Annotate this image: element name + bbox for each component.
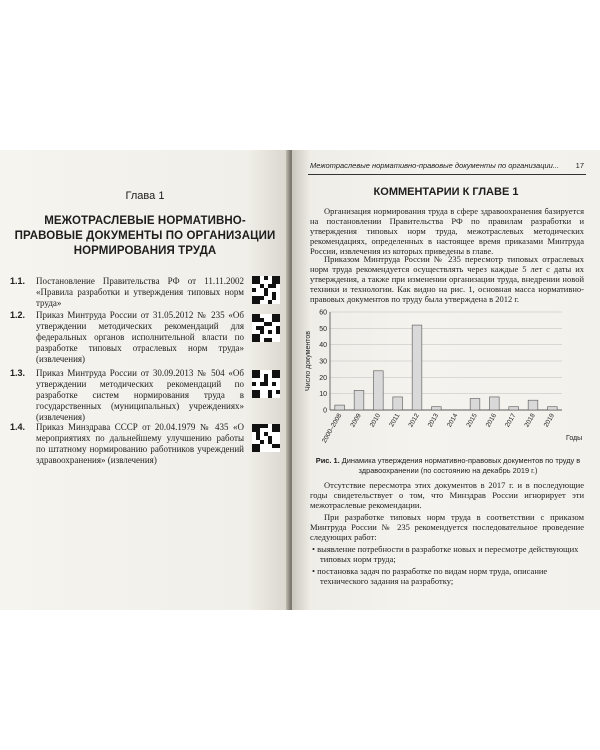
- y-tick-label: 10: [319, 391, 327, 399]
- y-axis-label: Число документов: [305, 331, 312, 391]
- left-page: [0, 150, 290, 610]
- bar: [354, 390, 364, 410]
- y-tick-label: 30: [319, 358, 327, 366]
- paragraph: Отсутствие пересмотра этих документов в 2017 г. и в последующие годы свидетельствует о том, что Минздрав России игнорирует эти межотраслевые рекомендации.: [310, 480, 584, 510]
- list-item: • выявление потребности в разработке новых и пересмотре действующих типовых норм труда;: [312, 544, 579, 564]
- figure-caption-label: Рис. 1.: [315, 456, 340, 465]
- toc-number: 1.2.: [10, 310, 26, 320]
- chapter-title: МЕЖОТРАСЛЕВЫЕ НОРМАТИВНО-ПРАВОВЫЕ ДОКУМЕНТЫ ПО ОРГАНИЗАЦИИ НОРМИРОВАНИЯ ТРУДА: [14, 215, 276, 257]
- x-tick-label: 2016: [484, 412, 499, 429]
- toc-text: Приказ Минтруда России от 30.09.2013 № 504 «Об утверждении методических рекомендаций по разработке систем нормирования труда в государственных (муниципальных) учреждениях» (извлечения): [36, 368, 244, 422]
- toc-number: 1.4.: [10, 422, 26, 432]
- x-tick-label: 2000–2008: [321, 412, 344, 445]
- y-tick-label: 0: [323, 407, 327, 415]
- bar: [374, 371, 384, 410]
- comments-title: КОММЕНТАРИИ К ГЛАВЕ 1: [373, 186, 519, 198]
- bar: [412, 325, 422, 410]
- y-tick-label: 40: [319, 342, 327, 350]
- toc-number: 1.3.: [10, 368, 26, 378]
- x-tick-label: 2011: [388, 412, 402, 429]
- x-tick-label: 2014: [446, 412, 460, 429]
- y-tick-label: 20: [319, 374, 327, 382]
- toc-number: 1.1.: [10, 276, 26, 286]
- running-head: Межотраслевые нормативно-правовые документы по организации...: [310, 161, 560, 170]
- page-number: 17: [575, 161, 584, 170]
- qr-code-icon: [252, 276, 280, 304]
- toc-text: Приказ Минтруда России от 31.05.2012 № 235 «Об утверждении методических рекомендаций для федеральных органов исполнительной власти по разработке типовых отраслевых норм труда» (извлечения): [36, 310, 244, 364]
- qr-code-icon: [252, 370, 280, 398]
- bar: [470, 399, 480, 410]
- toc-text: Приказ Минздрава СССР от 20.04.1979 № 435 «О мероприятиях по дальнейшему улучшению работы по штатному нормированию работников учреждений здравоохранения» (извлечения): [36, 422, 244, 465]
- qr-code-icon: [252, 424, 280, 452]
- paragraph: Организация нормирования труда в сфере здравоохранения базируется на постановлении Правительства РФ по правилам разработки и утверждения типовых норм труда, межотраслевых методических рекомендациях, определенных в настоящее время приказами Минтруда России, извлечения из которых приведены в главе.: [310, 206, 584, 256]
- x-tick-label: 2009: [349, 412, 363, 429]
- qr-code-icon: [252, 314, 280, 342]
- x-tick-label: 2013: [426, 412, 441, 429]
- x-tick-label: 2015: [465, 412, 479, 429]
- figure-caption: [310, 456, 586, 475]
- x-tick-label: 2010: [368, 412, 383, 429]
- x-axis-label: Годы: [566, 435, 583, 442]
- x-tick-label: 2018: [523, 412, 537, 429]
- y-tick-label: 50: [319, 325, 327, 333]
- paragraph: При разработке типовых норм труда в соответствии с приказом Минтруда России № 235 рекомендуется последовательное проведение следующих работ:: [310, 512, 584, 542]
- x-tick-label: 2012: [407, 412, 421, 429]
- book-spread: [0, 150, 600, 610]
- bar-chart: [300, 306, 590, 456]
- bar: [393, 397, 403, 410]
- bar: [490, 397, 500, 410]
- y-tick-label: 60: [319, 309, 327, 317]
- bar: [528, 400, 538, 410]
- paragraph: Приказом Минтруда России № 235 пересмотр типовых отраслевых норм труда рекомендуется осуществлять через каждые 5 лет с даты их утверждения, а также при изменении организации труда, внедрении новой техники и технологии. Как видно на рис. 1, основная масса нормативно-правовых документов по труду была утверждена в 2012 г.: [310, 254, 584, 304]
- figure-caption-text: Динамика утверждения нормативно-правовых документов по труду в здравоохранении (по состоянию на декабрь 2019 г.): [341, 456, 581, 475]
- header-rule: [308, 174, 586, 175]
- bar: [335, 405, 345, 410]
- bar: [548, 407, 558, 410]
- toc-text: Постановление Правительства РФ от 11.11.2002 «Правила разработки и утверждения типовых норм труда»: [36, 276, 244, 308]
- list-item: • постановка задач по разработке по видам норм труда, описание технического задания на разработку;: [312, 566, 548, 586]
- bar: [509, 407, 519, 410]
- chapter-label: Глава 1: [125, 190, 165, 202]
- x-tick-label: 2019: [542, 412, 557, 429]
- right-page: [292, 150, 600, 610]
- x-tick-label: 2017: [504, 412, 518, 429]
- bar: [432, 407, 442, 410]
